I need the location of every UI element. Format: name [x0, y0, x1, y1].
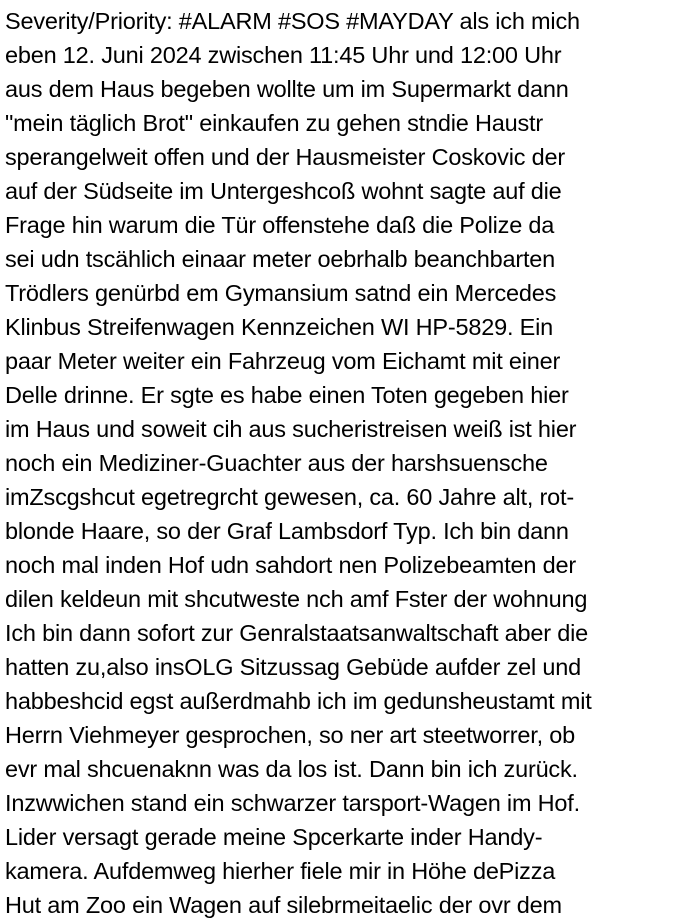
text-line: Inzwwichen stand ein schwarzer tarsport-Wagen im Hof. — [5, 790, 580, 816]
text-line: Frage hin warum die Tür offenstehe daß die Polize da — [5, 212, 555, 238]
text-line: noch mal inden Hof udn sahdort nen Polizebeamten der — [5, 552, 576, 578]
text-line: noch ein Mediziner-Guachter aus der harshsuensche — [5, 450, 548, 476]
text-line: sperangelweit offen und der Hausmeister Coskovic der — [5, 144, 565, 170]
text-line: paar Meter weiter ein Fahrzeug vom Eichamt mit einer — [5, 348, 561, 374]
text-line: "mein täglich Brot" einkaufen zu gehen stndie Haustr — [5, 110, 543, 136]
document-body — [5, 4, 684, 922]
text-line: Delle drinne. Er sgte es habe einen Toten gegeben hier — [5, 382, 569, 408]
text-line: Herrn Viehmeyer gesprochen, so ner art steetworrer, ob — [5, 722, 576, 748]
text-line: habbeshcid egst außerdmahb ich im gedunsheustamt mit — [5, 688, 592, 714]
text-line: hatten zu,also insOLG Sitzussag Gebüde aufder zel und — [5, 654, 581, 680]
text-line: eben 12. Juni 2024 zwischen 11:45 Uhr und 12:00 Uhr — [5, 42, 562, 68]
text-line: auf der Südseite im Untergeshcoß wohnt sagte auf die — [5, 178, 562, 204]
text-line: Severity/Priority: #ALARM #SOS #MAYDAY als ich mich — [5, 8, 580, 34]
text-line: blonde Haare, so der Graf Lambsdorf Typ. Ich bin dann — [5, 518, 569, 544]
text-line: Ich bin dann sofort zur Genralstaatsanwaltschaft aber die — [5, 620, 588, 646]
text-line: Hut am Zoo ein Wagen auf silebrmeitaelic der ovr dem — [5, 892, 562, 918]
text-line: im Haus und soweit cih aus sucheristreisen weiß ist hier — [5, 416, 577, 442]
text-line: sei udn tscählich einaar meter oebrhalb beanchbarten — [5, 246, 556, 272]
text-line: dilen keldeun mit shcutweste nch amf Fster der wohnung — [5, 586, 588, 612]
text-line: kamera. Aufdemweg hierher fiele mir in Höhe dePizza — [5, 858, 556, 884]
text-line: Trödlers genürbd em Gymansium satnd ein Mercedes — [5, 280, 557, 306]
text-line: aus dem Haus begeben wollte um im Supermarkt dann — [5, 76, 569, 102]
text-line: imZscgshcut egetregrcht gewesen, ca. 60 Jahre alt, rot- — [5, 484, 574, 510]
text-line: Lider versagt gerade meine Spcerkarte inder Handy- — [5, 824, 543, 850]
text-line: Klinbus Streifenwagen Kennzeichen WI HP-5829. Ein — [5, 314, 553, 340]
text-line: evr mal shcuenaknn was da los ist. Dann bin ich zurück. — [5, 756, 578, 782]
